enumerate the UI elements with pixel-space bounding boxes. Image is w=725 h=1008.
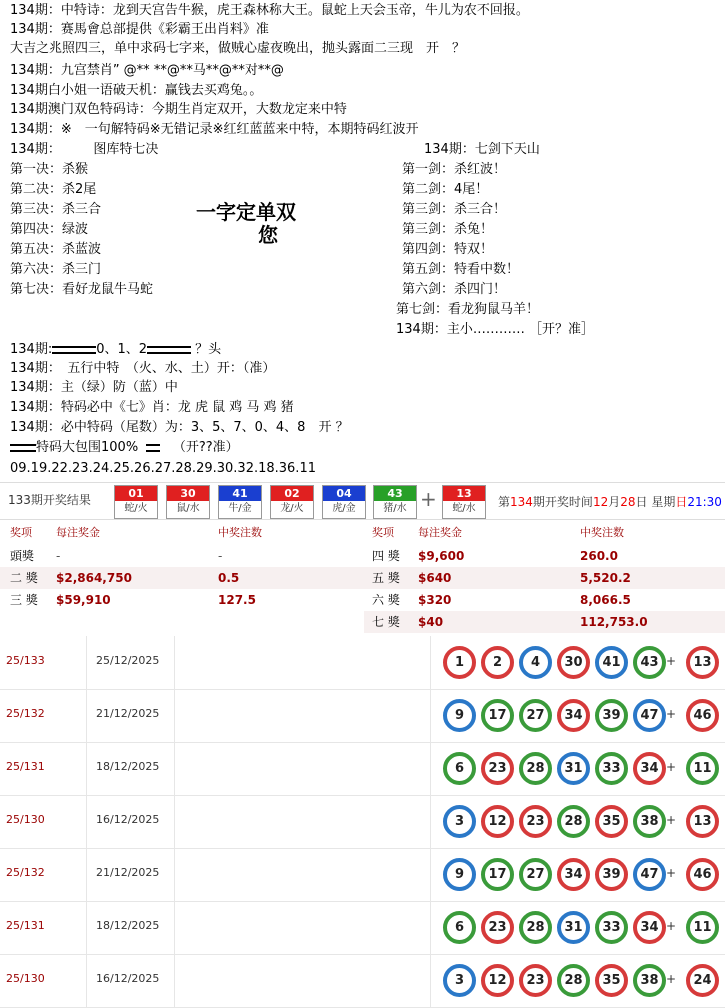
right-item: 第四剑：特双！ — [402, 242, 494, 257]
main-defense-line: 134期：主（绿）防（蓝）中 — [10, 380, 178, 395]
history-date: 16/12/2025 — [96, 972, 160, 985]
history-ball: 33 — [595, 911, 628, 944]
riddle-line: 大吉之兆照四三，单中求码七字来，做贼心虚夜晚出，抛头露面二三现 开 ？ — [10, 41, 466, 56]
history-ball: 31 — [557, 752, 590, 785]
history-ball: 34 — [633, 911, 666, 944]
right-item: 第二剑：4尾！ — [402, 182, 489, 197]
plus-icon: + — [666, 813, 677, 827]
history-row — [0, 636, 725, 690]
history-ball: 9 — [443, 699, 476, 732]
history-special-ball: 11 — [686, 911, 719, 944]
history-ball: 27 — [519, 858, 552, 891]
right-item: 第一剑：杀红波！ — [402, 162, 507, 177]
plus-icon: + — [666, 866, 677, 880]
history-issue: 25/133 — [6, 654, 45, 667]
tail-number-line: 134期：必中特码（尾数）为：3、5、7、0、4、8 开 ？ — [10, 420, 349, 435]
one-line-hint: 134期：※ 一句解特码※无错记录※红红蓝蓝来中特，本期特码红波开 — [10, 122, 419, 137]
source-line: 134期：赛馬會总部提供《彩霸王出肖料》准 — [10, 22, 269, 37]
head-hint-prefix: 134期: — [10, 342, 53, 357]
big-title-char: 您 — [258, 223, 278, 247]
history-ball: 28 — [519, 911, 552, 944]
history-ball: 12 — [481, 805, 514, 838]
surround-line — [10, 439, 239, 457]
history-ball: 3 — [443, 964, 476, 997]
left-title: 134期： 图库特七决 — [10, 142, 159, 157]
plus-icon: + — [666, 707, 677, 721]
history-ball: 4 — [519, 646, 552, 679]
big-title: 一字定单双 — [196, 200, 296, 224]
history-date: 18/12/2025 — [96, 919, 160, 932]
history-ball: 23 — [519, 964, 552, 997]
history-ball: 35 — [595, 805, 628, 838]
history-issue: 25/131 — [6, 760, 45, 773]
head-hint-suffix: ？头 — [191, 342, 222, 357]
prize-row: 二 獎 $2,864,750 0.5 五 獎 $640 5,520.2 — [0, 567, 725, 589]
history-ball: 38 — [633, 805, 666, 838]
special-ball: 13 蛇/水 — [442, 485, 486, 519]
result-ball: 02 龙/火 — [270, 485, 314, 519]
zodiac-line: 134期：特码必中《七》肖：龙 虎 鼠 鸡 马 鸡 猪 — [10, 400, 294, 415]
left-item: 第六决：杀三门 — [10, 262, 102, 277]
history-ball: 41 — [595, 646, 628, 679]
history-issue: 25/131 — [6, 919, 45, 932]
history-ball: 1 — [443, 646, 476, 679]
macau-poem-line: 134期澳门双色特码诗：今期生肖定双开，大数龙定来中特 — [10, 102, 347, 117]
history-special-ball: 46 — [686, 699, 719, 732]
history-date: 16/12/2025 — [96, 813, 160, 826]
prize-header: 奖项 每注奖金 中奖注数 奖项 每注奖金 中奖注数 — [10, 526, 624, 539]
hint-line: 134期白小姐一语破天机：赢钱去买鸡兔。。 — [10, 83, 263, 98]
history-ball: 23 — [481, 752, 514, 785]
plus-icon: + — [666, 654, 677, 668]
right-item: 第五剑：特看中数！ — [402, 262, 520, 277]
plus-icon: + — [666, 919, 677, 933]
result-ball: 04 虎/金 — [322, 485, 366, 519]
result-ball: 30 鼠/水 — [166, 485, 210, 519]
history-ball: 6 — [443, 911, 476, 944]
right-item: 第三剑：杀三合！ — [402, 202, 507, 217]
history-special-ball: 13 — [686, 805, 719, 838]
head-hint-line — [10, 341, 221, 359]
surround-text: 特码大包围100% — [36, 440, 139, 455]
plus-icon: + — [666, 760, 677, 774]
history-ball: 47 — [633, 858, 666, 891]
surround-suffix: （开??准） — [172, 440, 239, 455]
plus-icon: + — [420, 487, 437, 511]
head-hint-mid: 0、1、2 — [96, 342, 148, 357]
right-title: 134期：七剑下天山 — [424, 142, 540, 157]
result-bar — [0, 482, 725, 520]
history-row — [0, 742, 725, 796]
history-ball: 12 — [481, 964, 514, 997]
five-elements-line: 134期： 五行中特 （火、水、土）开：（准） — [10, 361, 276, 376]
result-ball: 01 蛇/火 — [114, 485, 158, 519]
result-ball: 41 牛/金 — [218, 485, 262, 519]
history-ball: 28 — [519, 752, 552, 785]
left-item: 第三决：杀三合 — [10, 202, 102, 217]
history-issue: 25/132 — [6, 707, 45, 720]
history-issue: 25/130 — [6, 813, 45, 826]
history-ball: 39 — [595, 699, 628, 732]
history-row — [0, 901, 725, 955]
history-ball: 31 — [557, 911, 590, 944]
history-date: 21/12/2025 — [96, 866, 160, 879]
poem-line: 134期：中特诗：龙到天宫告牛猴，虎王森林称大王。鼠蛇上天会玉帝，牛儿为农不回报。 — [10, 3, 529, 18]
bar-icon — [52, 346, 96, 354]
bar-icon — [147, 346, 191, 354]
bar-icon — [10, 444, 36, 452]
history-ball: 17 — [481, 858, 514, 891]
history-row — [0, 848, 725, 902]
prize-row: 七 獎 $40 112,753.0 — [364, 611, 725, 633]
history-date: 25/12/2025 — [96, 654, 160, 667]
history-ball: 34 — [557, 699, 590, 732]
plus-icon: + — [666, 972, 677, 986]
left-item: 第五决：杀蓝波 — [10, 242, 102, 257]
history-ball: 17 — [481, 699, 514, 732]
history-ball: 28 — [557, 964, 590, 997]
nine-palace-line: 134期：九宫禁肖” @** **@**马**@**对**@ — [10, 63, 284, 78]
history-issue: 25/130 — [6, 972, 45, 985]
left-item: 第七决：看好龙鼠牛马蛇 — [10, 282, 154, 297]
number-list-line: 09.19.22.23.24.25.26.27.28.29.30.32.18.36.11 — [10, 461, 316, 476]
history-special-ball: 46 — [686, 858, 719, 891]
history-ball: 43 — [633, 646, 666, 679]
history-row — [0, 689, 725, 743]
history-special-ball: 13 — [686, 646, 719, 679]
history-ball: 3 — [443, 805, 476, 838]
left-item: 第一决：杀猴 — [10, 162, 89, 177]
history-ball: 23 — [519, 805, 552, 838]
history-special-ball: 24 — [686, 964, 719, 997]
right-item: 第三剑：杀兔！ — [402, 222, 494, 237]
history-ball: 34 — [557, 858, 590, 891]
result-ball: 43 猪/水 — [373, 485, 417, 519]
history-ball: 2 — [481, 646, 514, 679]
history-ball: 47 — [633, 699, 666, 732]
history-row — [0, 795, 725, 849]
history-special-ball: 11 — [686, 752, 719, 785]
history-ball: 23 — [481, 911, 514, 944]
history-ball: 38 — [633, 964, 666, 997]
history-row — [0, 954, 725, 1008]
history-issue: 25/132 — [6, 866, 45, 879]
prize-row: 頭獎 - - 四 獎 $9,600 260.0 — [10, 549, 618, 563]
right-item: 134期：主小………… ［开？准］ — [396, 322, 594, 337]
history-ball: 27 — [519, 699, 552, 732]
bar-icon — [146, 444, 160, 452]
result-label: 133期开奖结果 — [8, 493, 91, 507]
history-ball: 35 — [595, 964, 628, 997]
history-ball: 28 — [557, 805, 590, 838]
history-ball: 9 — [443, 858, 476, 891]
left-item: 第二决：杀2尾 — [10, 182, 97, 197]
prize-row: 三 獎 $59,910 127.5 六 獎 $320 8,066.5 — [10, 593, 631, 607]
history-ball: 33 — [595, 752, 628, 785]
right-item: 第六剑：杀四门！ — [402, 282, 507, 297]
history-date: 18/12/2025 — [96, 760, 160, 773]
next-draw-info: 第134期开奖时间12月28日 星期日21:30 — [498, 495, 722, 509]
right-item: 第七剑：看龙狗鼠马羊！ — [396, 302, 540, 317]
history-ball: 39 — [595, 858, 628, 891]
history-ball: 34 — [633, 752, 666, 785]
history-ball: 30 — [557, 646, 590, 679]
left-item: 第四决：绿波 — [10, 222, 89, 237]
history-ball: 6 — [443, 752, 476, 785]
history-date: 21/12/2025 — [96, 707, 160, 720]
